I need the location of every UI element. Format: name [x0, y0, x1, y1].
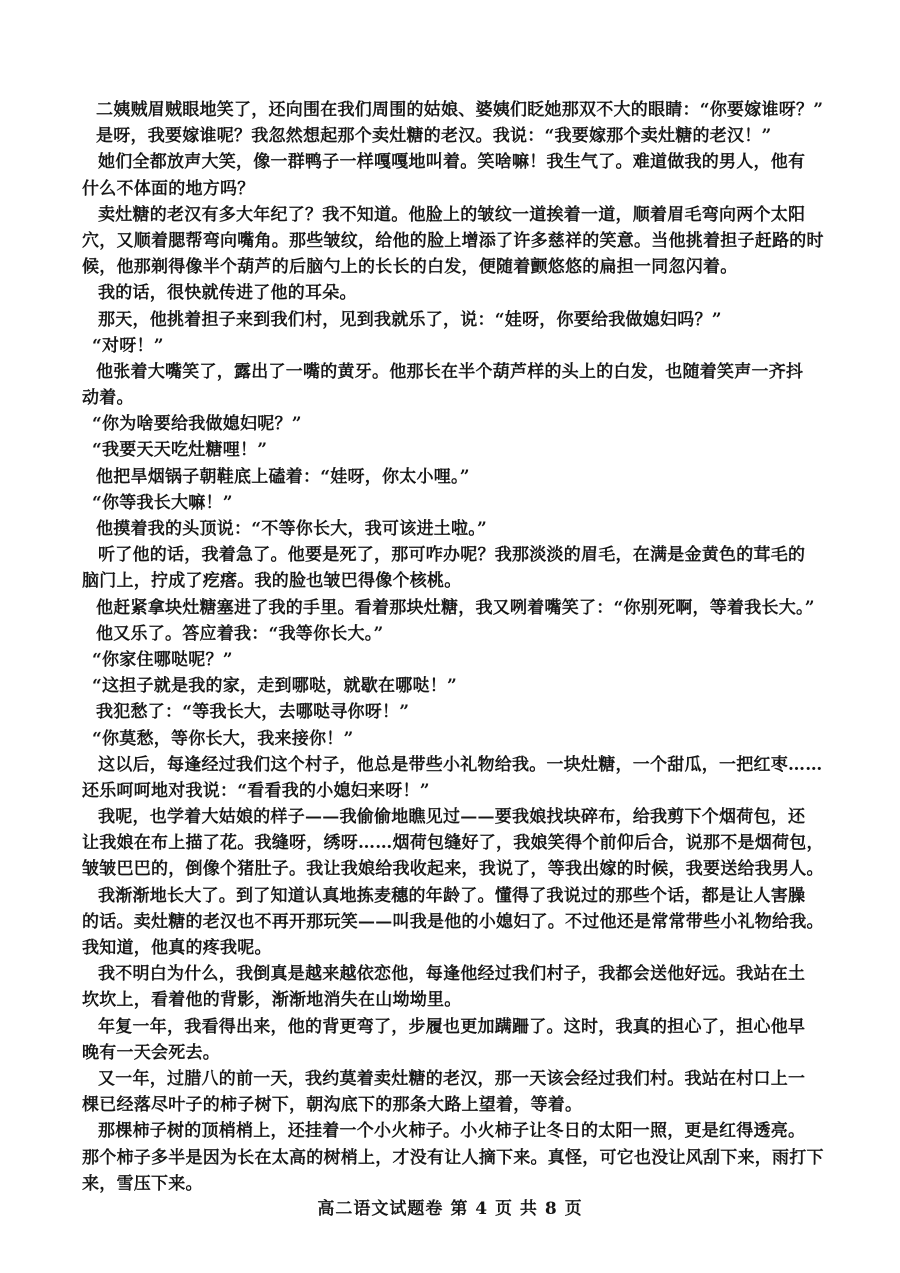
text-line: 来，雪压下来。: [82, 1173, 203, 1194]
text-line: 皱皱巴巴的，倒像个猪肚子。我让我娘给我收起来，我说了，等我出嫁的时候，我要送给我男人。: [82, 859, 824, 880]
text-line: 那天，他挑着担子来到我们村，见到我就乐了，说：“娃呀，你要给我做媳妇吗？”: [98, 309, 722, 330]
text-line: 候，他那剃得像半个葫芦的后脑勺上的长长的白发，便随着颤悠悠的扁担一同忽闪着。: [82, 257, 738, 278]
text-line: 他又乐了。答应着我：“我等你长大。”: [96, 623, 384, 644]
text-line: 棵已经落尽叶子的柿子树下，朝沟底下的那条大路上望着，等着。: [82, 1095, 583, 1116]
text-line: 她们全都放声大笑，像一群鸭子一样嘎嘎地叫着。笑啥嘛！我生气了。难道做我的男人，他有: [98, 152, 806, 173]
text-line: 是呀，我要嫁谁呢？我忽然想起那个卖灶糖的老汉。我说：“我要嫁那个卖灶糖的老汉！”: [96, 126, 772, 147]
text-line: 那棵柿子树的顶梢梢上，还挂着一个小火柿子。小火柿子让冬日的太阳一照，更是红得透亮。: [98, 1121, 806, 1142]
text-line: 他赶紧拿块灶糖塞进了我的手里。看着那块灶糖，我又咧着嘴笑了：“你别死啊，等着我长大。”: [96, 597, 815, 618]
text-line: 什么不体面的地方吗？: [82, 178, 255, 199]
text-line: 他张着大嘴笑了，露出了一嘴的黄牙。他那长在半个葫芦样的头上的白发，也随着笑声一齐抖: [96, 361, 804, 382]
text-line: 还乐呵呵地对我说：“看看我的小媳妇来呀！”: [82, 780, 430, 801]
page-number-label: 高二语文试题卷 第 4 页 共 8 页: [317, 1199, 583, 1219]
text-line: 脑门上，拧成了疙瘩。我的脸也皱巴得像个核桃。: [82, 571, 462, 592]
text-line: 这以后，每逢经过我们这个村子，他总是带些小礼物给我。一块灶糖，一个甜瓜，一把红枣……: [98, 754, 823, 775]
text-line: 穴，又顺着腮帮弯向嘴角。那些皱纹，给他的脸上增添了许多慈祥的笑意。当他挑着担子赶路的时: [82, 230, 824, 251]
text-line: 坎坎上，看着他的背影，渐渐地消失在山坳坳里。: [82, 990, 462, 1011]
text-line: 他摸着我的头顶说：“不等你长大，我可该进土啦。”: [96, 519, 488, 539]
text-line: 我渐渐地长大了。到了知道认真地拣麦穗的年龄了。懂得了我说过的那些个话，都是让人害臊: [98, 885, 806, 906]
text-line: “你莫愁，等你长大，我来接你！”: [92, 728, 354, 749]
text-line: 的话。卖灶糖的老汉也不再开那玩笑——叫我是他的小媳妇了。不过他还是常常带些小礼物给我。: [82, 911, 824, 932]
page-footer: [0, 1194, 900, 1219]
text-line: 动着。: [82, 388, 134, 409]
text-line: 我犯愁了：“等我长大，去哪哒寻你呀！”: [96, 702, 410, 723]
text-line: 又一年，过腊八的前一天，我约莫着卖灶糖的老汉，那一天该会经过我们村。我站在村口上一: [98, 1068, 806, 1089]
text-line: 卖灶糖的老汉有多大年纪了？我不知道。他脸上的皱纹一道挨着一道，顺着眉毛弯向两个太阳: [98, 204, 806, 225]
text-line: 听了他的话，我着急了。他要是死了，那可咋办呢？我那淡淡的眉毛，在满是金黄色的茸毛的: [98, 545, 806, 566]
passage-text: [82, 97, 854, 1197]
text-line: 年复一年，我看得出来，他的背更弯了，步履也更加蹒跚了。这时，我真的担心了，担心他早: [98, 1016, 806, 1037]
text-line: 我不明白为什么，我倒真是越来越依恋他，每逢他经过我们村子，我都会送他好远。我站在土: [98, 964, 806, 985]
text-line: 那个柿子多半是因为长在太高的树梢上，才没有让人摘下来。真怪，可它也没让风刮下来，雨打下: [82, 1147, 824, 1168]
text-line: 我呢，也学着大姑娘的样子——我偷偷地瞧见过——要我娘找块碎布，给我剪下个烟荷包，还: [98, 807, 806, 828]
text-line: “对呀！”: [92, 335, 164, 356]
text-line: 我知道，他真的疼我呢。: [82, 938, 272, 958]
text-line: 我的话，很快就传进了他的耳朵。: [98, 283, 357, 304]
text-line: 二姨贼眉贼眼地笑了，还向围在我们周围的姑娘、婆姨们眨她那双不大的眼睛：“你要嫁谁呀？”: [96, 100, 824, 120]
text-line: 他把旱烟锅子朝鞋底上磕着：“娃呀，你太小哩。”: [96, 466, 470, 487]
text-line: “你为啥要给我做媳妇呢？”: [92, 414, 302, 435]
text-line: 让我娘在布上描了花。我缝呀，绣呀……烟荷包缝好了，我娘笑得个前仰后合，说那不是烟荷包，: [82, 833, 824, 854]
text-line: “这担子就是我的家，走到哪哒，就歇在哪哒！”: [92, 676, 458, 697]
text-line: “你家住哪哒呢？”: [92, 649, 233, 670]
text-line: “你等我长大嘛！”: [92, 492, 233, 513]
text-line: “我要天天吃灶糖哩！”: [92, 440, 268, 461]
text-line: 晚有一天会死去。: [82, 1042, 220, 1063]
